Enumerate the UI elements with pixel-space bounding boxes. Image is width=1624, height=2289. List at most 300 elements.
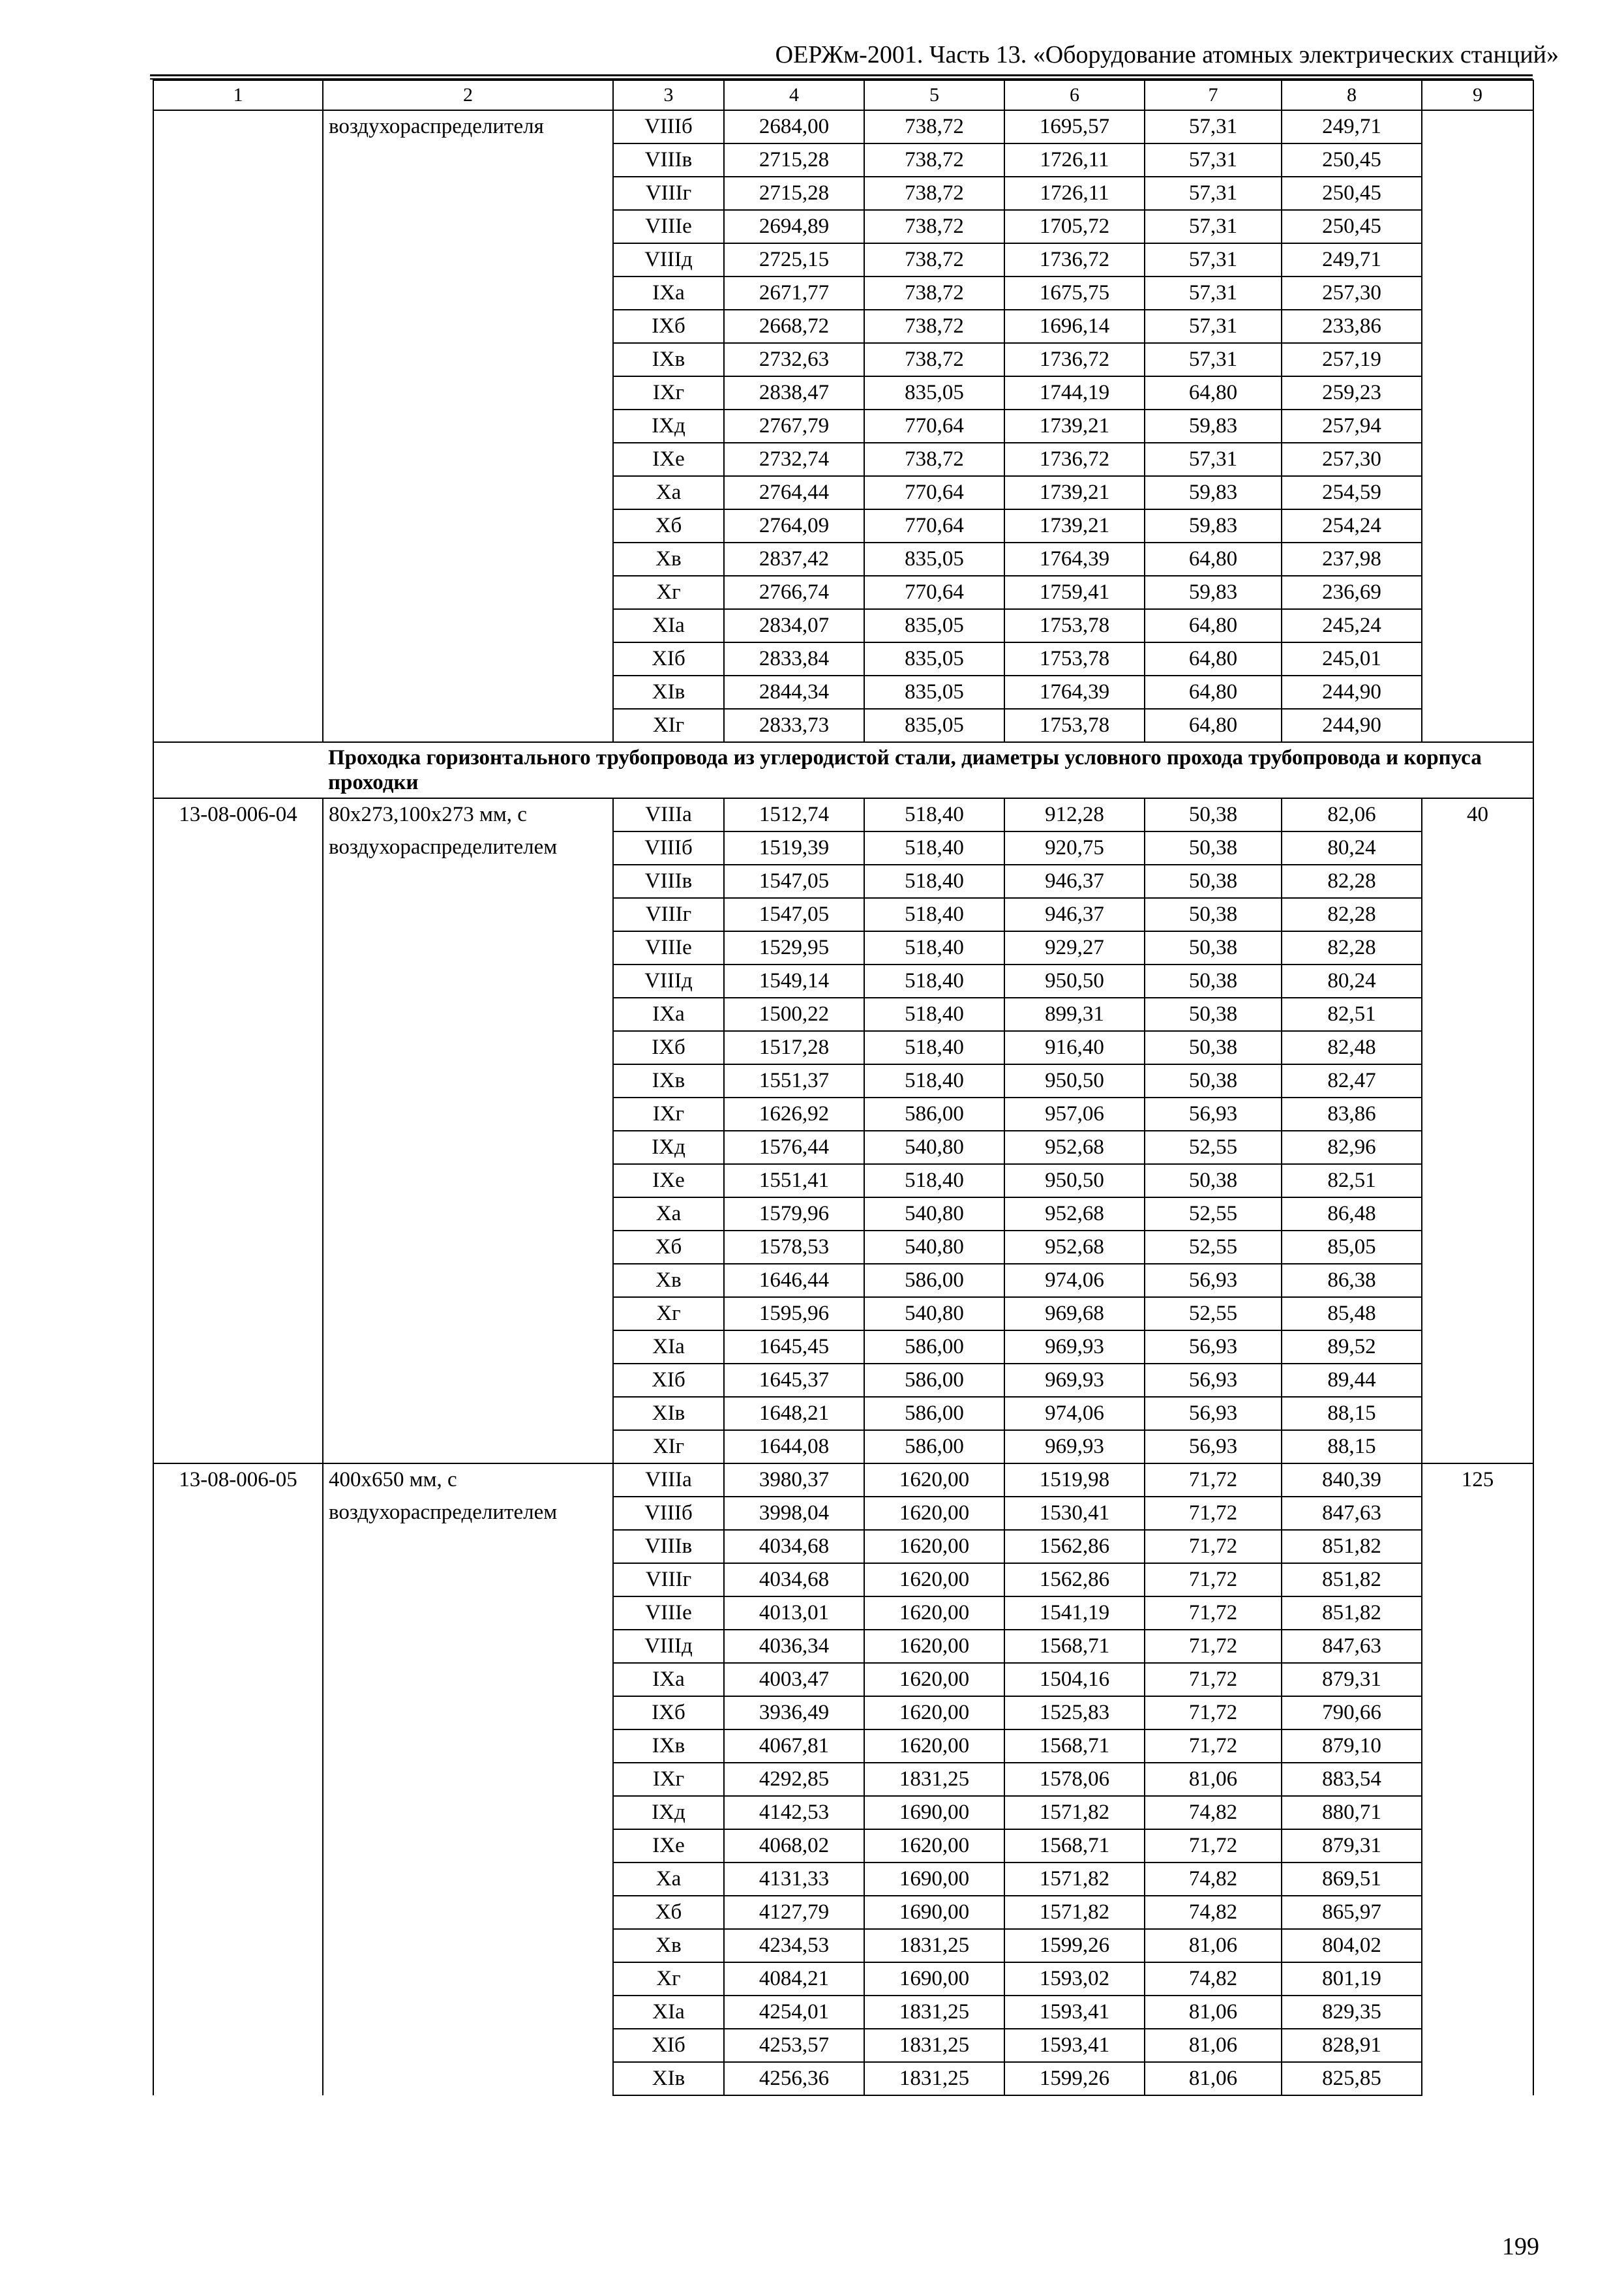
wages-cell: 518,40 <box>864 1164 1004 1197</box>
zone-cell: IXб <box>613 1696 724 1729</box>
wages-cell: 1620,00 <box>864 1829 1004 1863</box>
machines-cell: 957,06 <box>1004 1098 1145 1131</box>
table-row <box>153 1630 1533 1663</box>
machinist-wages-cell: 71,72 <box>1145 1530 1282 1563</box>
machines-cell: 1571,82 <box>1004 1896 1145 1929</box>
resource-code <box>153 210 323 243</box>
machines-cell: 952,68 <box>1004 1131 1145 1164</box>
total-cost-cell: 2715,28 <box>724 143 864 177</box>
machines-cell: 912,28 <box>1004 798 1145 831</box>
wages-cell: 1620,00 <box>864 1596 1004 1630</box>
machinist-wages-cell: 50,38 <box>1145 1064 1282 1098</box>
total-cost-cell: 2694,89 <box>724 210 864 243</box>
machinist-wages-cell: 50,38 <box>1145 931 1282 965</box>
resource-description <box>323 1663 613 1696</box>
machines-cell: 1593,41 <box>1004 1996 1145 2029</box>
resource-code <box>153 376 323 410</box>
total-cost-cell: 2833,73 <box>724 709 864 742</box>
machines-cell: 1568,71 <box>1004 1729 1145 1763</box>
table-row <box>153 2029 1533 2062</box>
materials-cell: 828,91 <box>1282 2029 1422 2062</box>
price-table <box>153 80 1534 2096</box>
machinist-wages-cell: 81,06 <box>1145 1929 1282 1962</box>
wages-cell: 540,80 <box>864 1297 1004 1330</box>
total-cost-cell: 2767,79 <box>724 410 864 443</box>
total-cost-cell: 1578,53 <box>724 1231 864 1264</box>
materials-cell: 245,24 <box>1282 609 1422 642</box>
resource-description <box>323 998 613 1031</box>
machines-cell: 916,40 <box>1004 1031 1145 1064</box>
resource-description: воздухораспределителем <box>323 831 613 865</box>
zone-cell: VIIIд <box>613 243 724 277</box>
machines-cell: 1599,26 <box>1004 2062 1145 2095</box>
resource-description <box>323 1630 613 1663</box>
zone-cell: IXд <box>613 1131 724 1164</box>
materials-cell: 237,98 <box>1282 543 1422 576</box>
labor-cost-cell <box>1422 110 1533 143</box>
machinist-wages-cell: 57,31 <box>1145 277 1282 310</box>
materials-cell: 245,01 <box>1282 642 1422 676</box>
zone-cell: Xв <box>613 1264 724 1297</box>
machines-cell: 1530,41 <box>1004 1497 1145 1530</box>
resource-description <box>323 1064 613 1098</box>
machines-cell: 974,06 <box>1004 1264 1145 1297</box>
table-row <box>153 177 1533 210</box>
section-title: Проходка горизонтального трубопровода из углеродистой стали, диаметры условного прохода трубопровода и корпуса проходки <box>323 742 1533 798</box>
table-row <box>153 1829 1533 1863</box>
resource-code <box>153 177 323 210</box>
labor-cost-cell: 40 <box>1422 798 1533 831</box>
machinist-wages-cell: 50,38 <box>1145 1031 1282 1064</box>
machines-cell: 952,68 <box>1004 1231 1145 1264</box>
machines-cell: 946,37 <box>1004 898 1145 931</box>
wages-cell: 835,05 <box>864 609 1004 642</box>
table-row <box>153 998 1533 1031</box>
machines-cell: 1753,78 <box>1004 609 1145 642</box>
table-row <box>153 1131 1533 1164</box>
machinist-wages-cell: 59,83 <box>1145 576 1282 609</box>
materials-cell: 883,54 <box>1282 1763 1422 1796</box>
resource-code <box>153 110 323 143</box>
resource-code <box>153 1630 323 1663</box>
wages-cell: 738,72 <box>864 110 1004 143</box>
wages-cell: 518,40 <box>864 1064 1004 1098</box>
resource-description <box>323 410 613 443</box>
labor-cost-cell <box>1422 965 1533 998</box>
zone-cell: VIIIб <box>613 831 724 865</box>
resource-description <box>323 1197 613 1231</box>
materials-cell: 790,66 <box>1282 1696 1422 1729</box>
wages-cell: 738,72 <box>864 343 1004 376</box>
column-number: 3 <box>613 80 724 110</box>
wages-cell: 586,00 <box>864 1364 1004 1397</box>
table-row <box>153 410 1533 443</box>
resource-description <box>323 1696 613 1729</box>
total-cost-cell: 1644,08 <box>724 1430 864 1463</box>
table-row <box>153 543 1533 576</box>
zone-cell: VIIIа <box>613 1463 724 1497</box>
machines-cell: 1519,98 <box>1004 1463 1145 1497</box>
total-cost-cell: 2844,34 <box>724 676 864 709</box>
machinist-wages-cell: 74,82 <box>1145 1962 1282 1996</box>
wages-cell: 1620,00 <box>864 1630 1004 1663</box>
resource-code <box>153 543 323 576</box>
resource-description <box>323 931 613 965</box>
machines-cell: 1764,39 <box>1004 543 1145 576</box>
resource-description <box>323 576 613 609</box>
table-row <box>153 1929 1533 1962</box>
resource-code <box>153 509 323 543</box>
zone-cell: Xа <box>613 1197 724 1231</box>
total-cost-cell: 4084,21 <box>724 1962 864 1996</box>
table-row <box>153 1364 1533 1397</box>
machines-cell: 1696,14 <box>1004 310 1145 343</box>
total-cost-cell: 4234,53 <box>724 1929 864 1962</box>
machines-cell: 1568,71 <box>1004 1630 1145 1663</box>
wages-cell: 738,72 <box>864 310 1004 343</box>
wages-cell: 1690,00 <box>864 1962 1004 1996</box>
wages-cell: 738,72 <box>864 210 1004 243</box>
materials-cell: 88,15 <box>1282 1430 1422 1463</box>
zone-cell: XIб <box>613 642 724 676</box>
labor-cost-cell <box>1422 998 1533 1031</box>
materials-cell: 88,15 <box>1282 1397 1422 1430</box>
materials-cell: 82,28 <box>1282 931 1422 965</box>
machinist-wages-cell: 64,80 <box>1145 676 1282 709</box>
table-row <box>153 1497 1533 1530</box>
table-row <box>153 709 1533 742</box>
page-number: 199 <box>1502 2233 1539 2260</box>
total-cost-cell: 1551,37 <box>724 1064 864 1098</box>
machinist-wages-cell: 64,80 <box>1145 376 1282 410</box>
wages-cell: 586,00 <box>864 1330 1004 1364</box>
resource-code <box>153 1696 323 1729</box>
resource-code <box>153 1530 323 1563</box>
wages-cell: 835,05 <box>864 709 1004 742</box>
machinist-wages-cell: 71,72 <box>1145 1463 1282 1497</box>
zone-cell: VIIIе <box>613 210 724 243</box>
machines-cell: 1578,06 <box>1004 1763 1145 1796</box>
labor-cost-cell <box>1422 1264 1533 1297</box>
materials-cell: 254,59 <box>1282 476 1422 509</box>
total-cost-cell: 4256,36 <box>724 2062 864 2095</box>
table-row <box>153 1696 1533 1729</box>
resource-description <box>323 277 613 310</box>
zone-cell: VIIIе <box>613 931 724 965</box>
machinist-wages-cell: 50,38 <box>1145 831 1282 865</box>
wages-cell: 586,00 <box>864 1098 1004 1131</box>
table-row <box>153 1397 1533 1430</box>
total-cost-cell: 2838,47 <box>724 376 864 410</box>
zone-cell: Xг <box>613 1297 724 1330</box>
wages-cell: 738,72 <box>864 443 1004 476</box>
total-cost-cell: 2764,44 <box>724 476 864 509</box>
machines-cell: 969,93 <box>1004 1364 1145 1397</box>
machinist-wages-cell: 71,72 <box>1145 1630 1282 1663</box>
labor-cost-cell <box>1422 1430 1533 1463</box>
resource-code <box>153 1596 323 1630</box>
wages-cell: 1690,00 <box>864 1796 1004 1829</box>
zone-cell: IXв <box>613 1729 724 1763</box>
resource-code <box>153 898 323 931</box>
materials-cell: 82,48 <box>1282 1031 1422 1064</box>
machinist-wages-cell: 56,93 <box>1145 1397 1282 1430</box>
zone-cell: VIIIв <box>613 865 724 898</box>
machinist-wages-cell: 56,93 <box>1145 1364 1282 1397</box>
resource-description <box>323 1364 613 1397</box>
resource-code <box>153 1962 323 1996</box>
zone-cell: VIIIг <box>613 1563 724 1596</box>
labor-cost-cell <box>1422 709 1533 742</box>
materials-cell: 82,51 <box>1282 1164 1422 1197</box>
materials-cell: 257,94 <box>1282 410 1422 443</box>
resource-code <box>153 931 323 965</box>
materials-cell: 82,28 <box>1282 865 1422 898</box>
materials-cell: 233,86 <box>1282 310 1422 343</box>
zone-cell: XIа <box>613 609 724 642</box>
labor-cost-cell <box>1422 1297 1533 1330</box>
machinist-wages-cell: 50,38 <box>1145 898 1282 931</box>
materials-cell: 244,90 <box>1282 709 1422 742</box>
zone-cell: XIб <box>613 2029 724 2062</box>
machinist-wages-cell: 59,83 <box>1145 410 1282 443</box>
wages-cell: 738,72 <box>864 143 1004 177</box>
resource-description <box>323 343 613 376</box>
resource-code <box>153 1364 323 1397</box>
labor-cost-cell <box>1422 1397 1533 1430</box>
resource-code: 13-08-006-04 <box>153 798 323 831</box>
table-row <box>153 243 1533 277</box>
machines-cell: 1726,11 <box>1004 143 1145 177</box>
total-cost-cell: 3980,37 <box>724 1463 864 1497</box>
wages-cell: 518,40 <box>864 831 1004 865</box>
resource-description <box>323 1131 613 1164</box>
total-cost-cell: 1645,37 <box>724 1364 864 1397</box>
table-row <box>153 1763 1533 1796</box>
resource-code <box>153 609 323 642</box>
table-row <box>153 1463 1533 1497</box>
total-cost-cell: 1519,39 <box>724 831 864 865</box>
wages-cell: 1620,00 <box>864 1463 1004 1497</box>
machinist-wages-cell: 57,31 <box>1145 177 1282 210</box>
labor-cost-cell <box>1422 1929 1533 1962</box>
column-number: 2 <box>323 80 613 110</box>
resource-code <box>153 1796 323 1829</box>
machinist-wages-cell: 74,82 <box>1145 1863 1282 1896</box>
labor-cost-cell <box>1422 831 1533 865</box>
resource-code <box>153 2029 323 2062</box>
total-cost-cell: 2715,28 <box>724 177 864 210</box>
table-row <box>153 798 1533 831</box>
machines-cell: 1504,16 <box>1004 1663 1145 1696</box>
resource-code <box>153 1829 323 1863</box>
table-row <box>153 1430 1533 1463</box>
labor-cost-cell <box>1422 1031 1533 1064</box>
machinist-wages-cell: 57,31 <box>1145 210 1282 243</box>
labor-cost-cell <box>1422 1663 1533 1696</box>
table-row <box>153 1729 1533 1763</box>
labor-cost-cell <box>1422 576 1533 609</box>
wages-cell: 1831,25 <box>864 2029 1004 2062</box>
resource-code <box>153 865 323 898</box>
labor-cost-cell <box>1422 1630 1533 1663</box>
total-cost-cell: 1579,96 <box>724 1197 864 1231</box>
machinist-wages-cell: 71,72 <box>1145 1663 1282 1696</box>
resource-description: 400x650 мм, с <box>323 1463 613 1497</box>
table-row <box>153 1962 1533 1996</box>
labor-cost-cell <box>1422 177 1533 210</box>
machines-cell: 1599,26 <box>1004 1929 1145 1962</box>
materials-cell: 257,30 <box>1282 443 1422 476</box>
zone-cell: IXе <box>613 1829 724 1863</box>
labor-cost-cell <box>1422 1796 1533 1829</box>
labor-cost-cell <box>1422 1596 1533 1630</box>
resource-description <box>323 676 613 709</box>
zone-cell: IXе <box>613 1164 724 1197</box>
total-cost-cell: 2766,74 <box>724 576 864 609</box>
resource-description <box>323 1596 613 1630</box>
machines-cell: 969,93 <box>1004 1330 1145 1364</box>
table-row <box>153 443 1533 476</box>
zone-cell: XIв <box>613 1397 724 1430</box>
resource-code <box>153 1164 323 1197</box>
materials-cell: 80,24 <box>1282 965 1422 998</box>
total-cost-cell: 2732,74 <box>724 443 864 476</box>
machines-cell: 969,93 <box>1004 1430 1145 1463</box>
table-row <box>153 642 1533 676</box>
zone-cell: IXг <box>613 1763 724 1796</box>
machines-cell: 950,50 <box>1004 1064 1145 1098</box>
resource-code <box>153 709 323 742</box>
machinist-wages-cell: 50,38 <box>1145 798 1282 831</box>
resource-code <box>153 1264 323 1297</box>
materials-cell: 85,05 <box>1282 1231 1422 1264</box>
machines-cell: 1739,21 <box>1004 410 1145 443</box>
wages-cell: 770,64 <box>864 410 1004 443</box>
labor-cost-cell <box>1422 1996 1533 2029</box>
zone-cell: XIб <box>613 1364 724 1397</box>
wages-cell: 1831,25 <box>864 1763 1004 1796</box>
machines-cell: 1541,19 <box>1004 1596 1145 1630</box>
machinist-wages-cell: 81,06 <box>1145 2062 1282 2095</box>
machinist-wages-cell: 81,06 <box>1145 1763 1282 1796</box>
resource-code <box>153 1430 323 1463</box>
labor-cost-cell <box>1422 898 1533 931</box>
total-cost-cell: 1500,22 <box>724 998 864 1031</box>
machinist-wages-cell: 57,31 <box>1145 443 1282 476</box>
materials-cell: 847,63 <box>1282 1630 1422 1663</box>
machines-cell: 1753,78 <box>1004 642 1145 676</box>
total-cost-cell: 2833,84 <box>724 642 864 676</box>
total-cost-cell: 1645,45 <box>724 1330 864 1364</box>
total-cost-cell: 1529,95 <box>724 931 864 965</box>
materials-cell: 879,31 <box>1282 1663 1422 1696</box>
machines-cell: 1675,75 <box>1004 277 1145 310</box>
machines-cell: 1705,72 <box>1004 210 1145 243</box>
machinist-wages-cell: 56,93 <box>1145 1264 1282 1297</box>
materials-cell: 801,19 <box>1282 1962 1422 1996</box>
total-cost-cell: 2668,72 <box>724 310 864 343</box>
wages-cell: 738,72 <box>864 277 1004 310</box>
resource-description <box>323 1962 613 1996</box>
total-cost-cell: 4067,81 <box>724 1729 864 1763</box>
resource-description <box>323 1796 613 1829</box>
total-cost-cell: 4253,57 <box>724 2029 864 2062</box>
table-row <box>153 343 1533 376</box>
resource-code <box>153 1330 323 1364</box>
machines-cell: 1562,86 <box>1004 1530 1145 1563</box>
machines-cell: 950,50 <box>1004 1164 1145 1197</box>
materials-cell: 851,82 <box>1282 1596 1422 1630</box>
resource-code <box>153 343 323 376</box>
machinist-wages-cell: 59,83 <box>1145 509 1282 543</box>
materials-cell: 236,69 <box>1282 576 1422 609</box>
resource-description <box>323 709 613 742</box>
wages-cell: 540,80 <box>864 1131 1004 1164</box>
zone-cell: VIIIд <box>613 965 724 998</box>
materials-cell: 82,51 <box>1282 998 1422 1031</box>
section-title-spacer <box>153 742 323 798</box>
resource-description <box>323 143 613 177</box>
table-row <box>153 1896 1533 1929</box>
total-cost-cell: 1549,14 <box>724 965 864 998</box>
machines-cell: 974,06 <box>1004 1397 1145 1430</box>
zone-cell: IXб <box>613 310 724 343</box>
resource-code <box>153 1098 323 1131</box>
resource-description: 80x273,100x273 мм, с <box>323 798 613 831</box>
column-number: 8 <box>1282 80 1422 110</box>
machinist-wages-cell: 64,80 <box>1145 642 1282 676</box>
materials-cell: 82,96 <box>1282 1131 1422 1164</box>
materials-cell: 869,51 <box>1282 1863 1422 1896</box>
labor-cost-cell <box>1422 1729 1533 1763</box>
machinist-wages-cell: 59,83 <box>1145 476 1282 509</box>
machinist-wages-cell: 71,72 <box>1145 1497 1282 1530</box>
total-cost-cell: 2684,00 <box>724 110 864 143</box>
wages-cell: 835,05 <box>864 376 1004 410</box>
resource-code <box>153 1197 323 1231</box>
resource-description <box>323 476 613 509</box>
materials-cell: 89,44 <box>1282 1364 1422 1397</box>
zone-cell: Xб <box>613 1231 724 1264</box>
labor-cost-cell <box>1422 865 1533 898</box>
table-row <box>153 1197 1533 1231</box>
labor-cost-cell <box>1422 676 1533 709</box>
price-table-body <box>153 80 1533 2095</box>
total-cost-cell: 4131,33 <box>724 1863 864 1896</box>
table-row <box>153 865 1533 898</box>
machinist-wages-cell: 71,72 <box>1145 1729 1282 1763</box>
labor-cost-cell <box>1422 2029 1533 2062</box>
resource-code <box>153 277 323 310</box>
machines-cell: 1759,41 <box>1004 576 1145 609</box>
zone-cell: XIв <box>613 2062 724 2095</box>
materials-cell: 840,39 <box>1282 1463 1422 1497</box>
table-row <box>153 277 1533 310</box>
labor-cost-cell <box>1422 1364 1533 1397</box>
resource-code <box>153 1031 323 1064</box>
labor-cost-cell <box>1422 1563 1533 1596</box>
zone-cell: XIа <box>613 1996 724 2029</box>
table-row <box>153 1663 1533 1696</box>
column-number: 5 <box>864 80 1004 110</box>
machines-cell: 1753,78 <box>1004 709 1145 742</box>
wages-cell: 770,64 <box>864 476 1004 509</box>
resource-code <box>153 1863 323 1896</box>
resource-description <box>323 1297 613 1330</box>
total-cost-cell: 2834,07 <box>724 609 864 642</box>
table-row <box>153 210 1533 243</box>
